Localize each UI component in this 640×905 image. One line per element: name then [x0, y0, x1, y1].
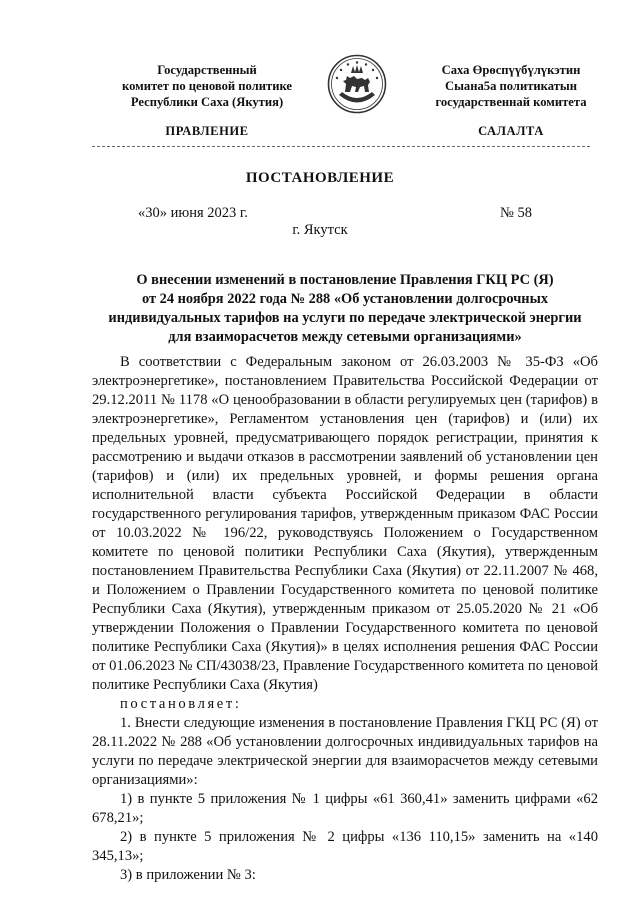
subitem-1-paragraph: 1) в пункте 5 приложения № 1 цифры «61 360,41» заменить цифрами «62 678,21»;: [92, 791, 598, 826]
document-body: [92, 353, 598, 885]
sakha-coat-of-arms-icon: [327, 54, 387, 114]
header-left-line: Республики Саха (Якутия): [130, 95, 284, 109]
item-1-paragraph: 1. Внести следующие изменения в постановление Правления ГКЦ РС (Я) от 28.11.2022 № 288 «Об установлении долгосрочных индивидуальных тарифов на услуги по передаче электрической энергии для взаиморасчетов между сетевыми организациями»:: [92, 715, 598, 788]
title-line: для взаиморасчетов между сетевыми организациями»: [168, 329, 522, 345]
header-left-line: Государственный: [157, 63, 257, 77]
title-line: индивидуальных тарифов на услуги по передаче электрической энергии: [108, 310, 582, 326]
title-line: О внесении изменений в постановление Правления ГКЦ РС (Я): [136, 272, 554, 288]
title-line: от 24 ноября 2022 года № 288 «Об установлении долгосрочных: [141, 291, 549, 307]
resolves-text: постановляет:: [120, 696, 242, 712]
header-right-line: государственнай комитета: [435, 95, 587, 109]
document-number: № 58: [500, 205, 532, 221]
document-date: «30» июня 2023 г.: [138, 205, 248, 221]
preamble-paragraph: [92, 353, 598, 714]
header-right-subtitle: САЛАЛТА: [478, 124, 544, 138]
document-city: г. Якутск: [292, 222, 348, 238]
document-type: ПОСТАНОВЛЕНИЕ: [245, 170, 395, 186]
header-right-line: Сыана5а политикатын: [445, 79, 577, 93]
preamble-text: В соответствии с Федеральным законом от 26.03.2003 № 35-ФЗ «Об электроэнергетике», постановлением Правительства Российской Федерации от 29.12.2011 № 1178 «О ценообразовании в области регулируемых цен (тарифов) в электроэнергетике», Регламентом установления цен (тарифов) и (или) их предельных уровней, предусматривающего порядок регистрации, принятия к рассмотрению и выдачи отказов в рассмотрении заявлений об установлении цен (тарифов) и (или) их предельных уровней, и формы решения органа исполнительной власти субъекта Российской Федерации в области государственного регулирования тарифов, утвержденным приказом ФАС России от 10.03.2022 № 196/22, руководствуясь Положением о Государственном комитете по ценовой политики Республики Саха (Якутия), утвержденным постановлением Правительства Республики Саха (Якутия) от 22.11.2007 № 468, и Положением о Правлении Государственного комитета по ценовой политике Республики Саха (Якутия), утвержденным приказом от 25.05.2020 № 21 «Об утверждении Положения о Правлении Государственного комитета по ценовой политике Республики Саха (Якутия)» в целях исполнения решения ФАС России от 01.06.2023 № СП/43038/23, Правление Государственного комитета по ценовой политике Республики Саха (Якутия): [92, 354, 598, 693]
header-left-line: комитет по ценовой политике: [122, 79, 292, 93]
header-right-line: Саха Өрөспүүбүлүкэтин: [441, 63, 581, 77]
header-left-subtitle: ПРАВЛЕНИЕ: [165, 124, 249, 138]
header-right-org: [400, 62, 622, 110]
document-title: [90, 271, 600, 347]
header-left-org: [96, 62, 318, 110]
subitem-2-paragraph: 2) в пункте 5 приложения № 2 цифры «136 110,15» заменить на «140 345,13»;: [92, 829, 598, 864]
header-divider: [92, 146, 590, 147]
subitem-3-paragraph: 3) в приложении № 3:: [120, 867, 256, 883]
